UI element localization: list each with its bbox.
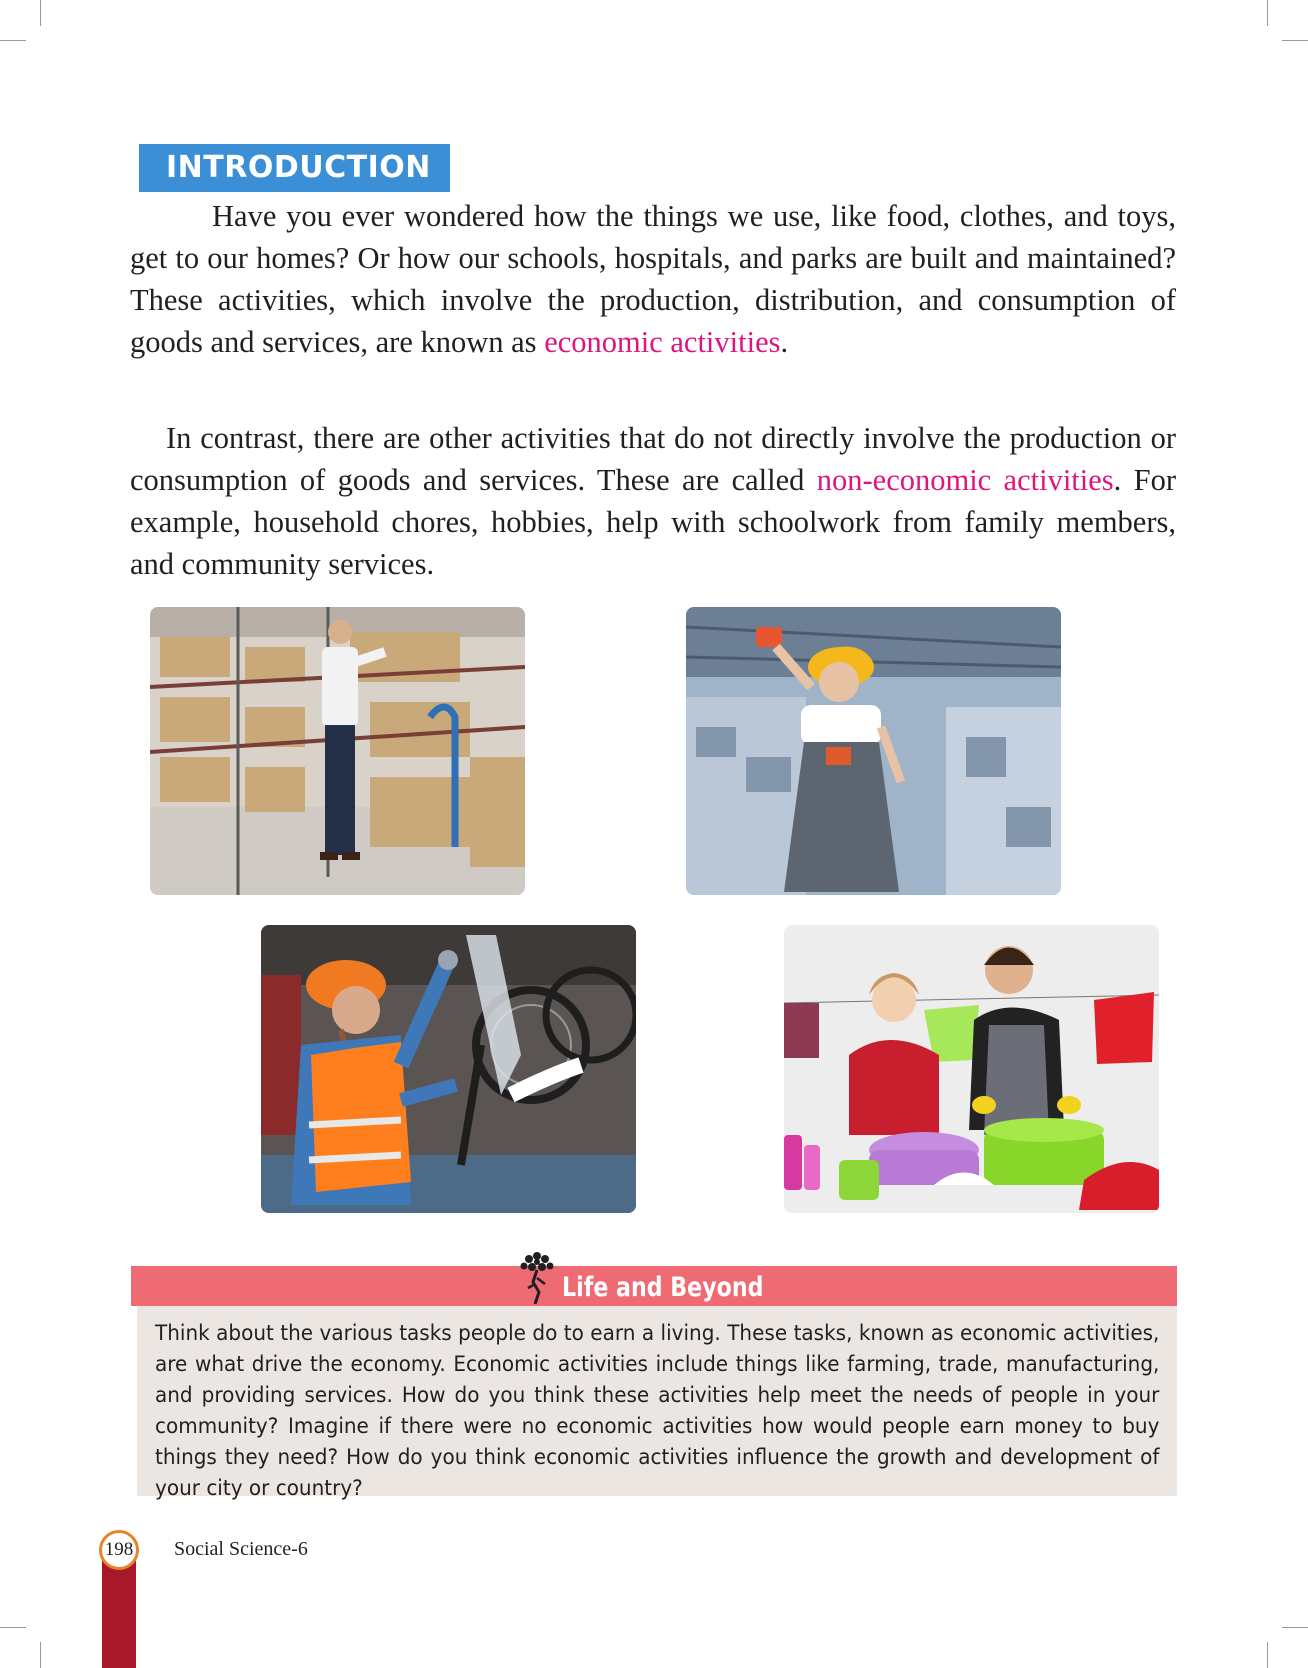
- life-and-beyond-text: Think about the various tasks people do to earn a living. These tasks, known as economic activities, are what drive the economy. Economic activities include things like farming, trade, manufacturing, and providing services. How do you think these activities help meet the needs of people in your community? Imagine if there were no economic activities how would people earn money to buy things they need? How do you think economic activities influence the growth and development of your city or country?: [155, 1321, 1160, 1501]
- household-laundry-photo: [784, 925, 1159, 1213]
- bicycle-factory-worker-photo: [261, 925, 636, 1213]
- book-title: Social Science-6: [174, 1538, 308, 1560]
- crop-mark: [40, 0, 41, 26]
- key-term: non-economic activities: [816, 463, 1114, 497]
- life-and-beyond-title: Life and Beyond: [562, 1272, 764, 1303]
- crop-mark: [1267, 0, 1268, 26]
- paragraph-text: Have you ever wondered how the things we use, like food, clothes, and toys, get to our homes? Or how our schools, hospitals, and parks are built and maintained? These activities, which involve the production, distribution, and consumption of goods and services, are known as: [130, 199, 1176, 359]
- warehouse-worker-photo: [150, 607, 525, 895]
- crop-mark: [0, 40, 26, 41]
- intro-paragraph: [130, 195, 1176, 363]
- paragraph-text: . For example, household chores, hobbies, help with schoolwork from family members, and community services.: [130, 463, 1176, 581]
- paragraph-text: .: [780, 325, 789, 359]
- crop-mark: [0, 1627, 26, 1628]
- key-term: economic activities: [544, 325, 781, 359]
- tree-figure-icon: [518, 1248, 556, 1306]
- paragraph-text: In contrast, there are other activities that do not directly involve the production or consumption of goods and services. These are called: [130, 421, 1176, 497]
- section-heading: INTRODUCTION: [139, 144, 450, 192]
- factory-worker-woman-photo: [686, 607, 1061, 895]
- crop-mark: [1282, 40, 1308, 41]
- contrast-paragraph: [130, 417, 1176, 585]
- page-number: 198: [104, 1539, 134, 1560]
- crop-mark: [40, 1642, 41, 1668]
- crop-mark: [1267, 1642, 1268, 1668]
- crop-mark: [1282, 1627, 1308, 1628]
